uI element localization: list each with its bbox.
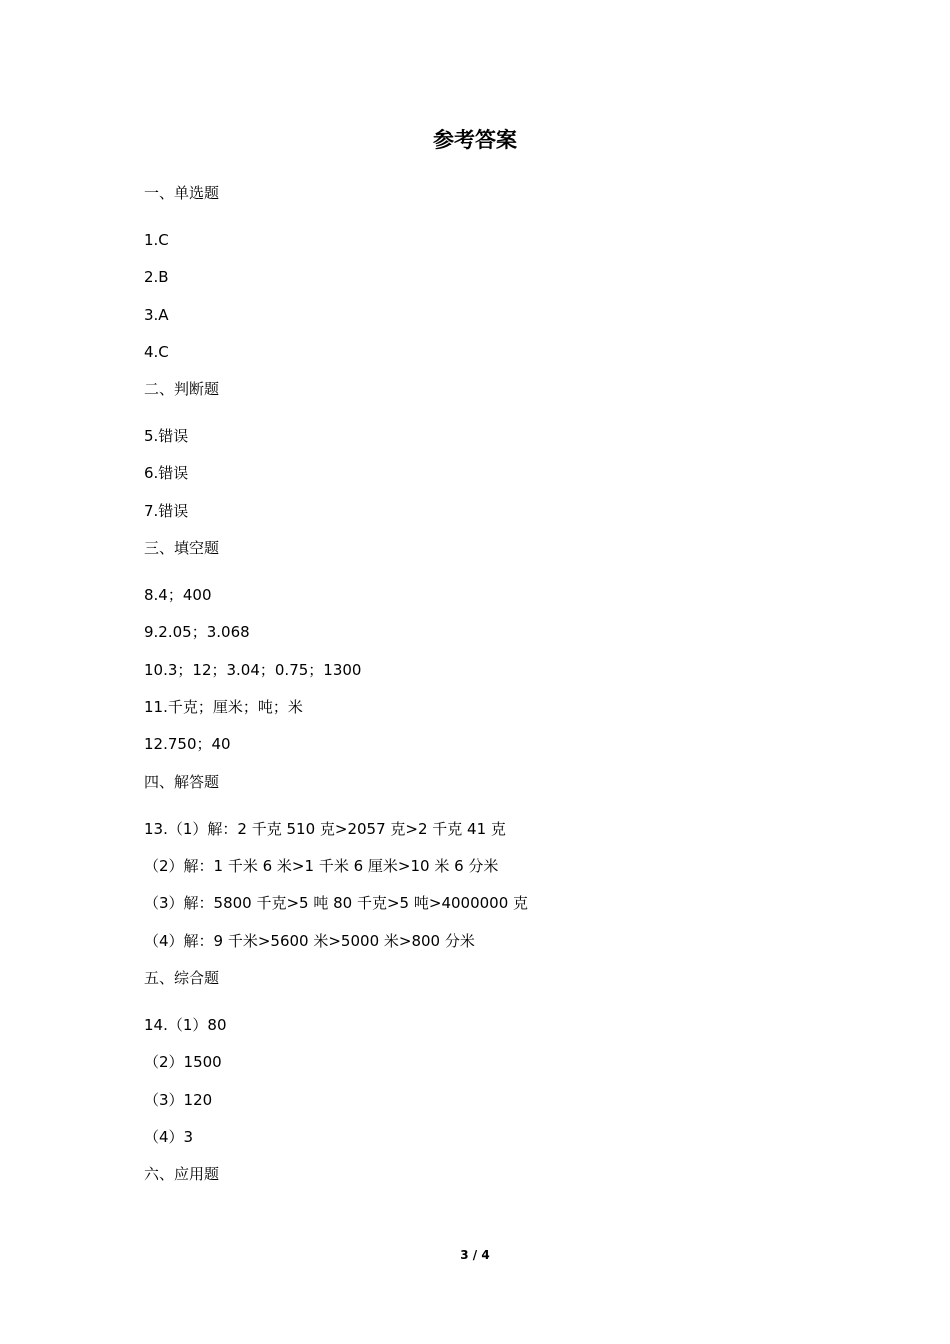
answer-line: 5.错误 <box>144 427 189 445</box>
answer-line: （4）解：9 千米>5600 米>5000 米>800 分米 <box>144 932 475 950</box>
answer-line: 4.C <box>144 343 169 361</box>
section-heading-true-false: 二、判断题 <box>144 380 220 398</box>
section-heading-single-choice: 一、单选题 <box>144 184 220 202</box>
answer-line: 11.千克；厘米；吨；米 <box>144 698 303 716</box>
answer-line: （3）120 <box>144 1091 213 1109</box>
answer-line: （4）3 <box>144 1128 194 1146</box>
answer-line: 1.C <box>144 231 169 249</box>
answer-line: 12.750；40 <box>144 735 231 753</box>
answer-line: 10.3；12；3.04；0.75；1300 <box>144 661 362 679</box>
answer-line: （3）解：5800 千克>5 吨 80 千克>5 吨>4000000 克 <box>144 894 529 912</box>
page-number: 3 / 4 <box>460 1248 490 1262</box>
answer-line: 6.错误 <box>144 464 189 482</box>
answer-line: 9.2.05；3.068 <box>144 623 250 641</box>
section-heading-solution: 四、解答题 <box>144 773 220 791</box>
section-heading-comprehensive: 五、综合题 <box>144 969 220 987</box>
answer-line: 14.（1）80 <box>144 1016 227 1034</box>
answer-line: 2.B <box>144 268 169 286</box>
answer-line: 7.错误 <box>144 502 189 520</box>
page-title: 参考答案 <box>433 128 517 152</box>
answer-line: 3.A <box>144 306 169 324</box>
section-heading-fill-blank: 三、填空题 <box>144 539 220 557</box>
answer-line: （2）解：1 千米 6 米>1 千米 6 厘米>10 米 6 分米 <box>144 857 499 875</box>
answer-line: 13.（1）解：2 千克 510 克>2057 克>2 千克 41 克 <box>144 820 506 838</box>
section-heading-application: 六、应用题 <box>144 1165 220 1183</box>
answer-line: 8.4；400 <box>144 586 212 604</box>
answer-line: （2）1500 <box>144 1053 222 1071</box>
